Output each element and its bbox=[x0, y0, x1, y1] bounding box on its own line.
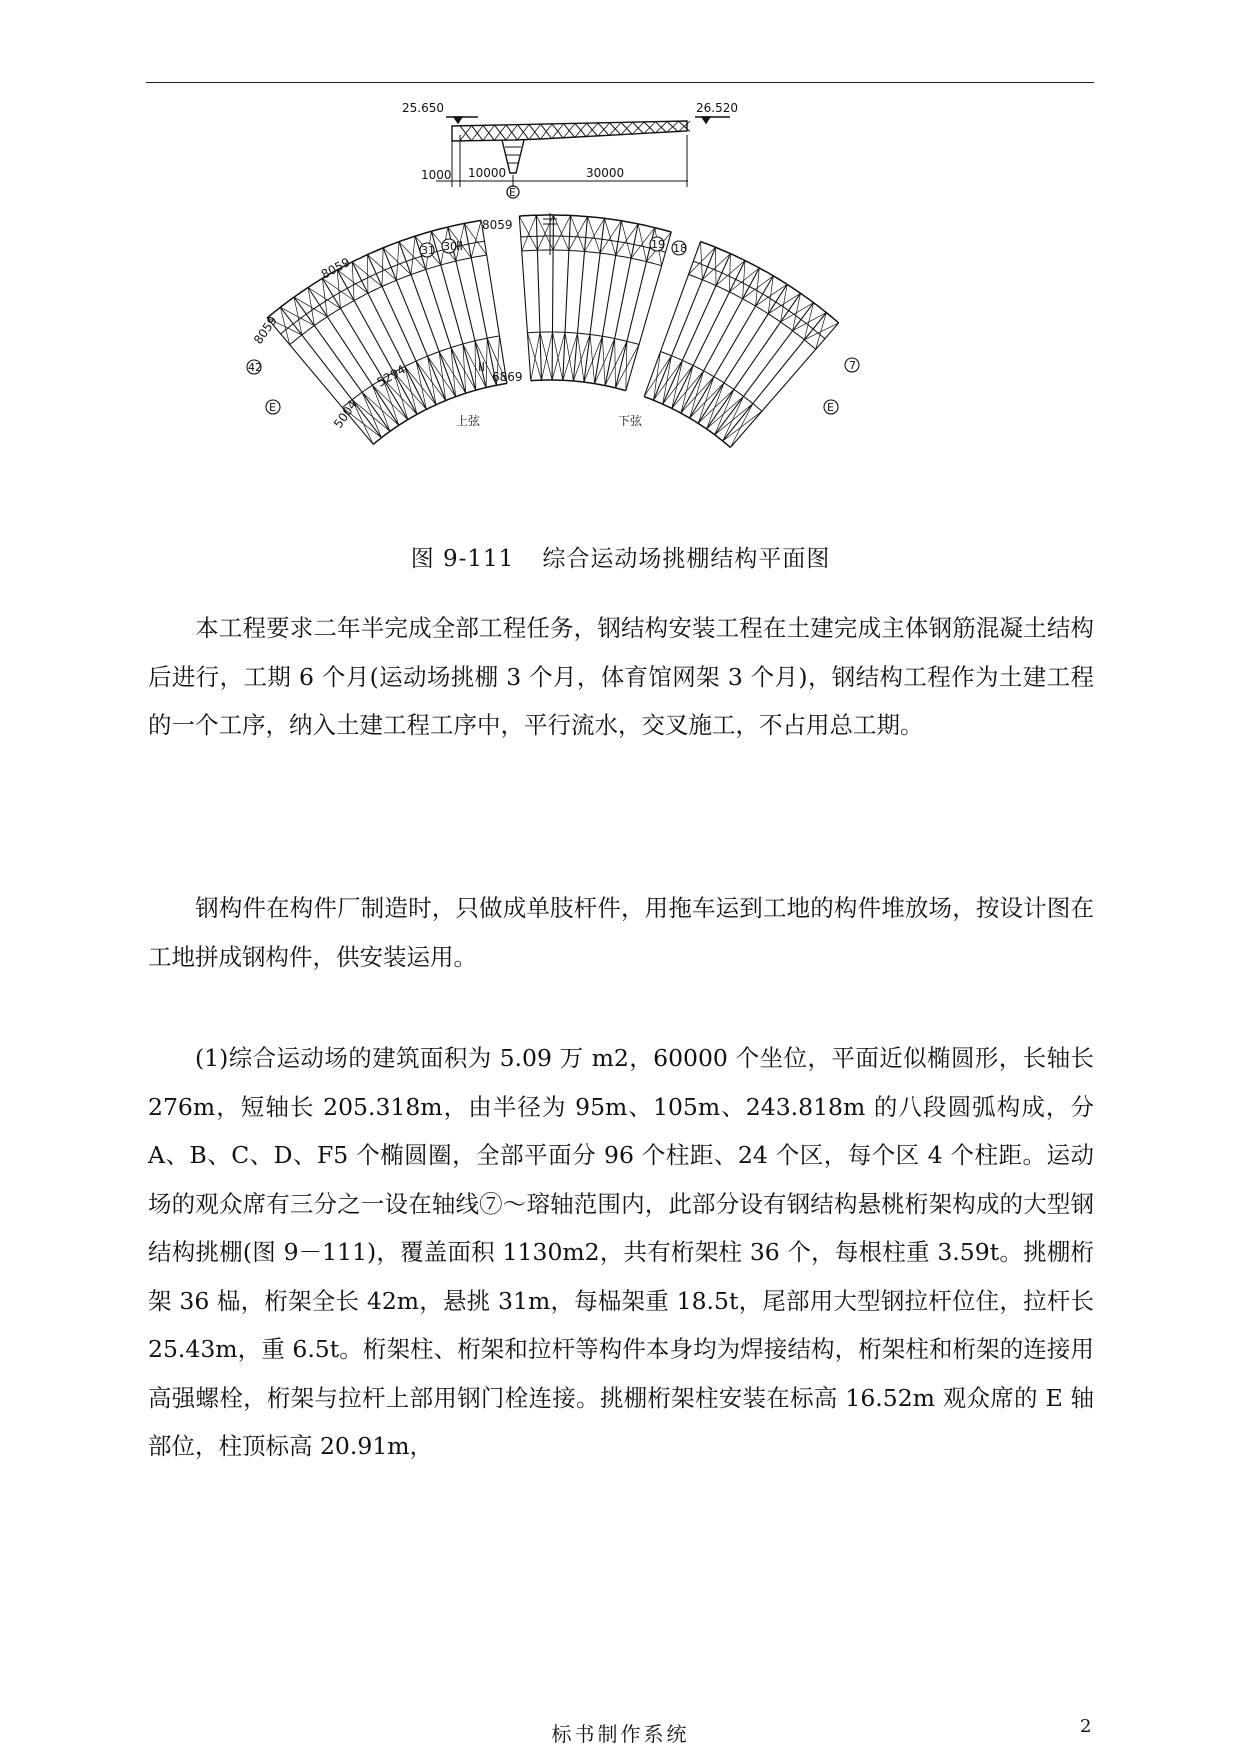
axis-18-label: 18 bbox=[673, 242, 687, 255]
truss-web bbox=[460, 121, 690, 141]
lower-chord-label: 下弦 bbox=[618, 414, 643, 428]
elev-right-triangle bbox=[702, 117, 710, 123]
section-mark-bottom: II bbox=[478, 360, 486, 374]
canopy-structure-drawing bbox=[240, 95, 1000, 495]
dim-bottom-a: 6869 bbox=[492, 370, 523, 384]
axis-e-label: E bbox=[509, 186, 516, 199]
axis-42-label: 42 bbox=[248, 361, 262, 374]
axis-31-label: 31 bbox=[421, 244, 435, 257]
elev-left-label: 25.650 bbox=[402, 101, 444, 115]
structure-figure bbox=[240, 95, 1000, 495]
header-rule bbox=[146, 82, 1094, 83]
dim-bottom-b: 5294 bbox=[374, 362, 408, 390]
dim-top-c: 8059 bbox=[250, 313, 280, 347]
axis-19-label: 19 bbox=[651, 238, 665, 251]
caption-number: 图 9-111 bbox=[410, 546, 515, 572]
paragraph-text: (1)综合运动场的建筑面积为 5.09 万 m2，60000 个坐位，平面近似椭圆形，长轴长 276m，短轴长 205.318m，由半径为 95m、105m、243.818m 的八段圆弧构成，分 A、B、C、D、F5 个椭圆圈，全部平面分 96 个柱距、24 个区，每个区 4 个柱距。运动场的观众席有三分之一设在轴线⑦～瑢轴范围内，此部分设有钢结构悬桃桁架构成的大型钢结构挑棚(图 9－111)，覆盖面积 1130m2，共有桁架柱 36 个，每根柱重 3.59t。挑棚桁架 36 榀，桁架全长 42m，悬挑 31m，每榀架重 18.5t，尾部用大型钢拉杆位住，拉杆长 25.43m，重 6.5t。桁架柱、桁架和拉杆等构件本身均为焊接结构，桁架柱和桁架的连接用高强螺栓，桁架与拉杆上部用钢门栓连接。挑棚桁架柱安装在标高 16.52m 观众席的 E 轴部位，柱顶标高 20.91m， bbox=[148, 1044, 1094, 1460]
dim-3-label: 30000 bbox=[586, 166, 625, 180]
page-number: 2 bbox=[1080, 1716, 1092, 1737]
elev-right-label: 26.520 bbox=[696, 101, 738, 115]
axis-7-label: 7 bbox=[849, 359, 856, 372]
dim-1-label: 1000 bbox=[421, 168, 452, 182]
dim-top-a: 8059 bbox=[482, 218, 513, 232]
dim-top-b: 8059 bbox=[318, 254, 353, 282]
paragraph-text: 本工程要求二年半完成全部工程任务，钢结构安装工程在土建完成主体钢筋混凝土结构后进行，工期 6 个月(运动场挑棚 3 个月，体育馆网架 3 个月)，钢结构工程作为土建工程的一个工序，纳入土建工程工序中，平行流水，交叉施工，不占用总工期。 bbox=[148, 614, 1094, 739]
caption-title: 综合运动场挑棚结构平面图 bbox=[542, 546, 831, 572]
paragraph-text: 钢构件在构件厂制造时，只做成单肢杆件，用拖车运到工地的构件堆放场，按设计图在工地拼成钢构件，供安装运用。 bbox=[148, 894, 1094, 971]
dim-bottom-c: 5004 bbox=[330, 397, 360, 431]
section-mark-top: II bbox=[456, 239, 464, 253]
axis-e-left-label: E bbox=[269, 401, 276, 414]
paragraph bbox=[148, 604, 1094, 750]
upper-chord-label: 上弦 bbox=[456, 414, 481, 428]
paragraph bbox=[148, 1034, 1094, 1471]
paragraph bbox=[148, 884, 1094, 981]
axis-e-right-label: E bbox=[827, 401, 834, 414]
dim-2-label: 10000 bbox=[468, 166, 507, 180]
axis-30-label: 30 bbox=[443, 240, 457, 253]
figure-caption bbox=[0, 540, 1241, 573]
footer-title: 标书制作系统 bbox=[551, 1722, 690, 1746]
elev-left-triangle bbox=[454, 117, 462, 123]
section-elevation bbox=[436, 117, 730, 198]
